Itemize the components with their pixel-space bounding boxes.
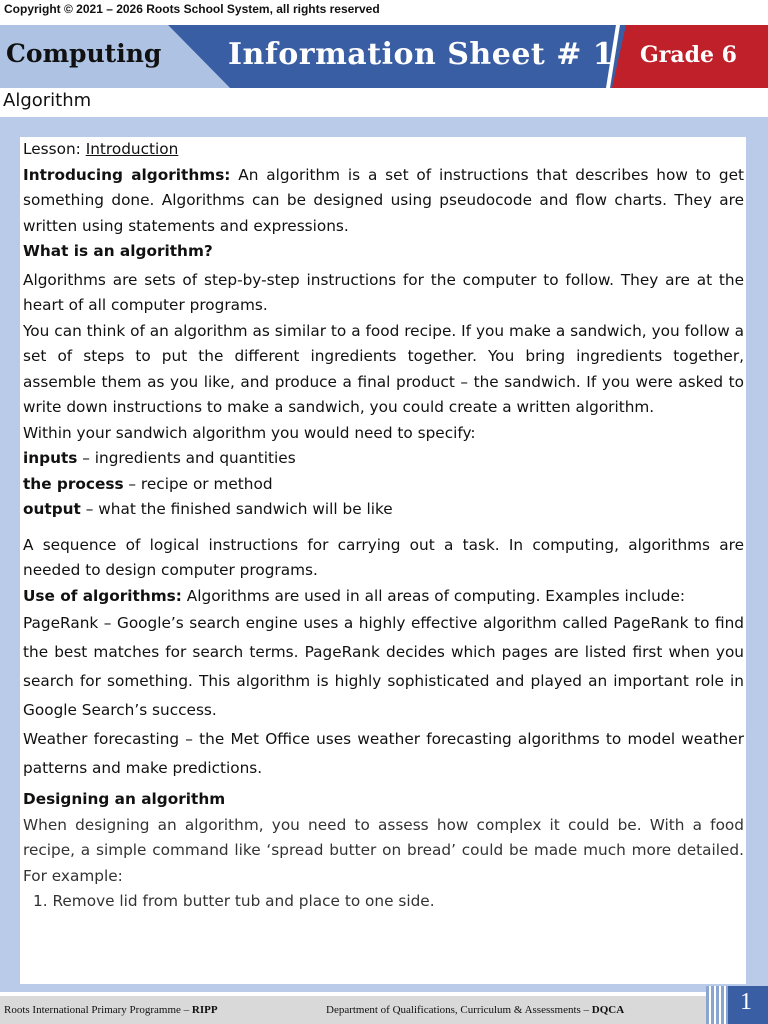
sheet-title: Information Sheet # 1	[228, 37, 615, 72]
footer-department-text: Department of Qualifications, Curriculum & Assessments –	[326, 1004, 592, 1016]
footer-stripes	[706, 986, 728, 1024]
pagerank-paragraph: PageRank – Google’s search engine uses a highly effective algorithm called PageRank to find the best matches for search terms. PageRank decides which pages are listed first when you search for something. This algorithm is highly sophisticated and played an important role in Google Search’s success.	[23, 614, 744, 719]
use-heading: Use of algorithms:	[23, 586, 182, 605]
item-term: inputs	[23, 449, 78, 467]
use-paragraph	[23, 584, 744, 610]
designing-heading	[23, 787, 744, 813]
spacer	[23, 523, 744, 533]
sequence-paragraph: A sequence of logical instructions for carrying out a task. In computing, algorithms are needed to design computer programs.	[23, 535, 744, 579]
intro-paragraph	[23, 163, 744, 240]
what-is-para1: Algorithms are sets of step-by-step instructions for the computer to follow. They are at the heart of all computer programs.	[23, 270, 744, 314]
item-term: the process	[23, 474, 124, 493]
footer	[0, 989, 768, 1024]
item-desc: – what the finished sandwich will be like	[80, 500, 393, 518]
content-frame	[0, 117, 768, 992]
grade-label: Grade 6	[640, 42, 737, 68]
topic-title: Algorithm	[3, 90, 92, 111]
intro-heading: Introducing algorithms:	[23, 165, 231, 184]
page-number: 1	[740, 989, 752, 1015]
use-text: Algorithms are used in all areas of computing. Examples include:	[181, 586, 686, 605]
lesson-name: Introduction	[85, 140, 179, 158]
list-item	[23, 446, 744, 472]
content-panel	[20, 137, 746, 984]
list-item	[23, 472, 744, 498]
item-desc: – ingredients and quantities	[77, 449, 296, 467]
intro-text: An algorithm is a set of instructions that describes how to get something done. Algorithms can be designed using pseudocode and flow charts. They are written using statements and expressions.	[23, 165, 744, 235]
lesson-line	[23, 137, 744, 163]
designing-heading-text: Designing an algorithm	[23, 790, 226, 808]
item-desc: – recipe or method	[123, 474, 273, 493]
footer-programme-text: Roots International Primary Programme –	[4, 1004, 192, 1016]
lesson-label: Lesson:	[23, 140, 86, 158]
item-term: output	[23, 500, 81, 518]
footer-programme-abbr: RIPP	[191, 1004, 218, 1016]
footer-programme	[4, 1004, 218, 1016]
subject-label: Computing	[6, 39, 162, 68]
lesson-text	[23, 137, 744, 915]
numbered-item: 1. Remove lid from butter tub and place to one side.	[33, 892, 435, 910]
weather-paragraph: Weather forecasting – the Met Office uses weather forecasting algorithms to model weather patterns and make predictions.	[23, 730, 744, 777]
copyright-notice: Copyright © 2021 – 2026 Roots School System, all rights reserved	[4, 2, 380, 16]
what-is-heading	[23, 239, 744, 265]
footer-department	[326, 1004, 624, 1016]
what-is-heading-text: What is an algorithm?	[23, 242, 213, 260]
footer-department-abbr: DQCA	[591, 1004, 625, 1016]
what-is-para2: You can think of an algorithm as similar to a food recipe. If you make a sandwich, you follow a set of steps to put the different ingredients together. You bring ingredients together, assemble them as you like, and produce a final product – the sandwich. If you were asked to write down instructions to make a sandwich, you could create a written algorithm.	[23, 321, 744, 416]
header-banner	[0, 25, 768, 88]
designing-paragraph: When designing an algorithm, you need to assess how complex it could be. With a food recipe, a simple command like ‘spread butter on bread’ could be made much more detailed. For example:	[23, 815, 744, 885]
list-item	[23, 497, 744, 523]
what-is-para3: Within your sandwich algorithm you would need to specify:	[23, 423, 476, 442]
